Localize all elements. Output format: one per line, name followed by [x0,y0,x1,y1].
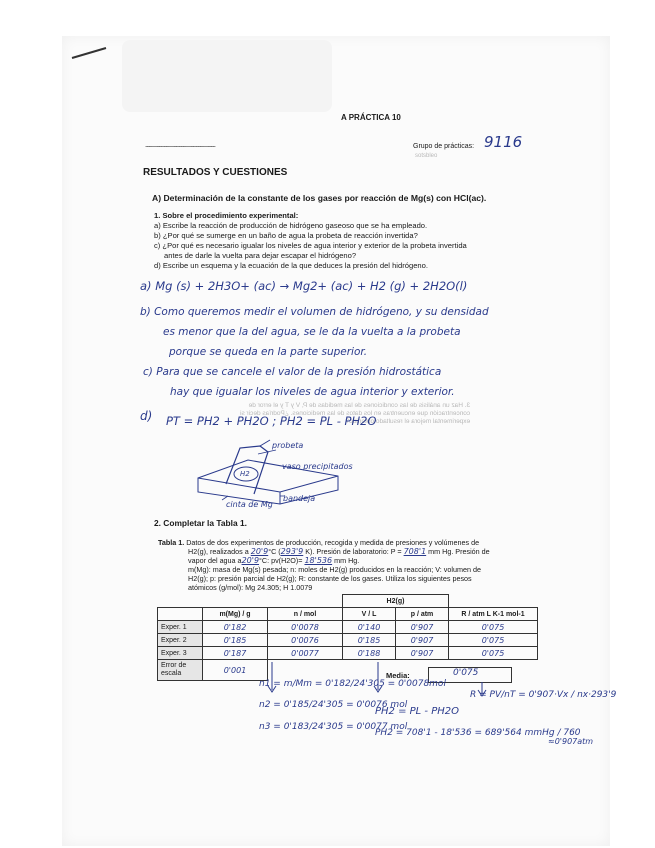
cell: 0'907 [396,647,449,660]
table-row [158,621,538,634]
faint-text: sotsbleo [415,153,438,159]
calc-ph2-val: PH2 = 708'1 - 18'536 = 689'564 mmHg / 760 [375,728,581,738]
cell: 0'001 [203,660,268,681]
caption-line-1: Datos de dos experimentos de producción, recogida y medida de presiones y volúmenes de [186,538,480,547]
question-1b: b) ¿Por qué se sumerge en un baño de agua la probeta de reacción invertida? [154,231,418,240]
subsection-a-title: A) Determinación de la constante de los gases por reacción de Mg(s) con HCl(ac). [152,193,487,203]
temp-c2-value: 20'9 [241,556,260,565]
question-1-intro: 1. Sobre el procedimiento experimental: [154,211,299,220]
answer-b-line3: porque se queda en la parte superior. [169,346,368,358]
table-group-header: H2(g) [343,595,449,608]
row-label: Exper. 1 [158,621,203,634]
cell: 0'182 [203,621,268,634]
section-title: RESULTADOS Y CUESTIONES [143,167,288,178]
calc-n2: n2 = 0'185/24'305 = 0'0076 mol [259,700,408,710]
caption-line-2a: H2(g), realizados a [188,547,249,556]
caption-line-2b: °C ( [268,547,281,556]
table-blank-header-2 [449,595,538,608]
question-1a: a) Escribe la reacción de producción de hidrógeno gaseoso que se ha empleado. [154,221,428,230]
question-1d: d) Escribe un esquema y la ecuación de la que deduces la presión del hidrógeno. [154,261,428,270]
media-value: 0'075 [453,668,479,678]
answer-d-equation: PT = PH2 + PH2O ; PH2 = PL - PH2O [166,414,377,428]
cell: 0'188 [343,647,396,660]
caption-line-4: m(Mg): masa de Mg(s) pesada; n: moles de H2(g) producidos en la reacción; V: volumen de [188,565,481,574]
cell: 0'185 [343,634,396,647]
label-vaso: vaso precipitados [282,462,353,471]
caption-line-3b: °C: pv(H2O)= [259,556,303,565]
show-through-line-1: 3. Haz un análisis de las condiciones de las medidas de P, V y T y el error de [248,402,471,409]
table-caption [158,538,558,592]
caption-line-3a: vapor del agua a [188,556,242,565]
answer-b-line1: b) Como queremos medir el volumen de hidrógeno, y su densidad [140,306,489,318]
table-header-0 [158,608,203,621]
label-cinta-mg: cinta de Mg [226,500,273,509]
calc-r: R = PV/nT = 0'907·Vx / nx·293'9 [470,690,617,700]
cell: 0'0076 [268,634,343,647]
question-1c: c) ¿Por qué es necesario igualar los niveles de agua interior y exterior de la probeta invertida [154,241,467,250]
answer-c-line1: c) Para que se cancele el valor de la presión hidrostática [143,366,442,378]
row-label: Exper. 2 [158,634,203,647]
temp-c-value: 20'9 [250,547,269,556]
cell: 0'075 [449,621,538,634]
answer-b-line2: es menor que la del agua, se le da la vuelta a la probeta [163,326,461,338]
temp-k-value: 293'9 [280,547,304,556]
table-blank-header [158,595,343,608]
cell: 0'0078 [268,621,343,634]
answer-d-label: d) [140,409,153,423]
caption-title: Tabla 1. [158,538,185,547]
caption-line-5: H2(g); p: presión parcial de H2(g); R: constante de los gases. Utiliza los siguientes pesos [188,574,472,583]
cell: 0'140 [343,621,396,634]
cell: 0'185 [203,634,268,647]
caption-line-2c: K). Presión de laboratorio: P = [305,547,402,556]
answer-c-line2: hay que igualar los niveles de agua interior y exterior. [170,386,455,398]
p-lab-value: 708'1 [403,547,427,556]
media-label: Media: [386,671,410,680]
table-header-pressure: p / atm [396,608,449,621]
question-2: 2. Completar la Tabla 1. [154,518,247,528]
table-row [158,634,538,647]
group-label: Grupo de prácticas: [413,143,475,150]
cell: 0'187 [203,647,268,660]
name-dots-line: .......................................................................... [145,142,215,149]
cell: 0'075 [449,634,538,647]
label-bandeja: bandeja [283,494,316,503]
question-1c-cont: antes de darle la vuelta para dejar escapar el hidrógeno? [164,251,357,260]
table-row [158,647,538,660]
pv-value: 18'536 [304,556,333,565]
show-through-line-2: concentración que encuentras en los datos de las mediciones. ¿Podrías decir si [240,410,471,417]
answer-a: a) Mg (s) + 2H3O+ (ac) → Mg2+ (ac) + H2 (g) + 2H2O(l) [140,279,468,293]
cell: 0'907 [396,634,449,647]
caption-line-2d: mm Hg. Presión de [428,547,490,556]
label-h2: H2 [240,470,250,478]
caption-line-3c: mm Hg. [334,556,360,565]
pen-mark [70,44,110,64]
calc-ph2-atm: ≈0'907atm [548,737,594,746]
calc-ph2-eq: PH2 = PL - PH2O [375,706,459,717]
cell: 0'907 [396,621,449,634]
cell: 0'0077 [268,647,343,660]
redacted-name-area [122,40,332,112]
calc-n3: n3 = 0'183/24'305 = 0'0077 mol [259,722,408,732]
calc-n1: n1 = m/Mm = 0'182/24'305 = 0'0078mol [259,679,446,689]
row-label: Error de escala [158,660,203,681]
table-header-volume: V / L [343,608,396,621]
table-header-r: R / atm L K-1 mol-1 [449,608,538,621]
row-label: Exper. 3 [158,647,203,660]
show-through-line-3: experimental mejora el resultado obtenido? [345,418,471,425]
group-value: 9116 [484,133,523,151]
apparatus-sketch [188,438,368,518]
caption-line-6: atómicos (g/mol): Mg 24.305; H 1.0079 [188,583,313,592]
question-1 [154,211,467,271]
practice-title: A PRÁCTICA 10 [341,113,401,122]
cell: 0'075 [449,647,538,660]
table-header-mass: m(Mg) / g [203,608,268,621]
table-header-moles: n / mol [268,608,343,621]
label-probeta: probeta [272,441,304,450]
